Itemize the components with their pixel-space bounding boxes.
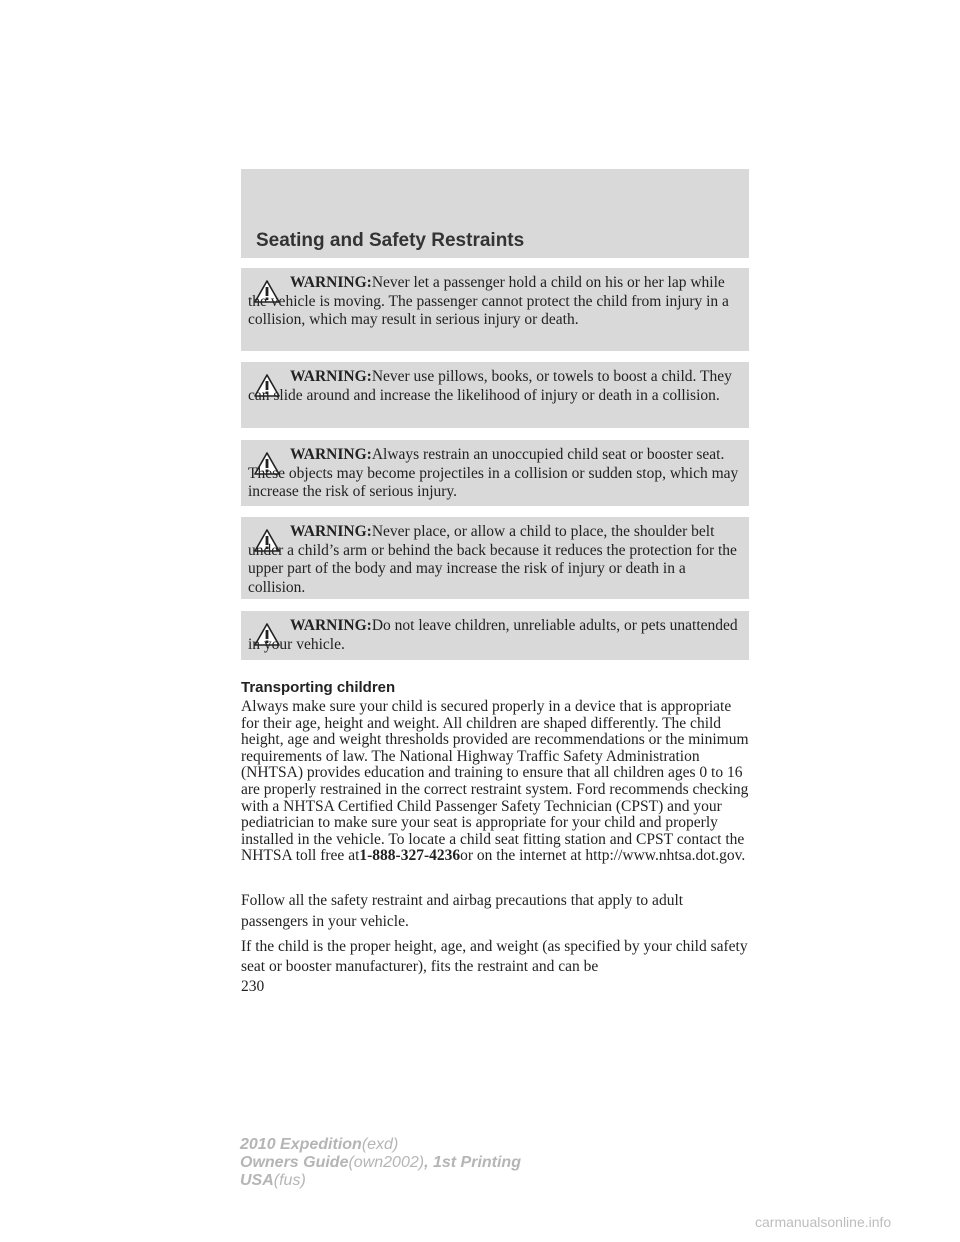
body-paragraph: Follow all the safety restraint and airbag precautions that apply to adult passengers in your vehicle. xyxy=(241,892,684,930)
warning-text xyxy=(248,368,744,405)
body-paragraph xyxy=(241,699,753,865)
warning-text xyxy=(248,274,744,330)
footer-region-code: (fus) xyxy=(273,1172,306,1189)
warning-label: WARNING: xyxy=(290,617,372,634)
warning-box xyxy=(241,268,749,351)
phone-number: 1-888-327-4236 xyxy=(359,847,461,865)
footer-guide-code: (own2002) xyxy=(348,1154,425,1171)
section-header-band xyxy=(241,169,749,258)
print-footer xyxy=(240,1136,521,1190)
footer-guide: Owners Guide xyxy=(240,1154,349,1171)
watermark-link[interactable]: carmanualsonline.info xyxy=(755,1214,892,1230)
warning-box xyxy=(241,362,749,428)
warning-box xyxy=(241,611,749,660)
warning-box xyxy=(241,440,749,506)
warning-body: Do not leave children, unreliable adults, or pets unattended in your vehicle. xyxy=(248,617,738,653)
warning-label: WARNING: xyxy=(290,446,372,463)
section-title: Seating and Safety Restraints xyxy=(256,230,525,251)
section-heading: Transporting children xyxy=(241,679,396,696)
warning-text xyxy=(248,617,744,654)
warning-body: Never use pillows, books, or towels to boost a child. They can slide around and increase the likelihood of injury or death in a collision. xyxy=(248,368,732,404)
warning-body: Always restrain an unoccupied child seat or booster seat. These objects may become projectiles in a collision or sudden stop, which may increase the risk of serious injury. xyxy=(248,446,739,501)
warning-text xyxy=(248,523,744,597)
warning-label: WARNING: xyxy=(290,274,372,291)
footer-printing: , 1st Printing xyxy=(424,1154,521,1171)
warning-label: WARNING: xyxy=(290,368,372,385)
page-number: 230 xyxy=(241,978,265,995)
body-paragraph: If the child is the proper height, age, and weight (as specified by your child safety seat or booster manufacturer), fits the restraint and can be xyxy=(241,938,748,975)
paragraph-text: or on the internet at http://www.nhtsa.dot.gov. xyxy=(460,847,746,865)
paragraph-text: Always make sure your child is secured properly in a device that is appropriate for their age, height and weight. All children are shaped differently. The child height, age and weight thresholds provided are recommendations or the minimum requirements of law. The National Highway Traffic Safety Administration (NHTSA) provides education and training to ensure that all children ages 0 to 16 are properly restrained in the correct restraint system. Ford recommends checking with a NHTSA Certified Child Passenger Safety Technician (CPST) and your pediatrician to make sure your seat is appropriate for your child and properly installed in the vehicle. To locate a child seat fitting station and CPST contact the NHTSA toll free at xyxy=(241,698,749,865)
warning-body: Never place, or allow a child to place, the shoulder belt under a child’s arm or behind the back because it reduces the protection for the upper part of the body and may increase the risk of injury or death in a collision. xyxy=(248,523,737,596)
warning-body: Never let a passenger hold a child on his or her lap while the vehicle is moving. The passenger cannot protect the child from injury in a collision, which may result in serious injury or death. xyxy=(248,274,729,329)
warning-text xyxy=(248,446,744,502)
footer-model: 2010 Expedition xyxy=(240,1136,362,1153)
footer-region: USA xyxy=(240,1172,274,1189)
footer-model-code: (exd) xyxy=(361,1136,399,1153)
warning-label: WARNING: xyxy=(290,523,372,540)
warning-box xyxy=(241,517,749,599)
